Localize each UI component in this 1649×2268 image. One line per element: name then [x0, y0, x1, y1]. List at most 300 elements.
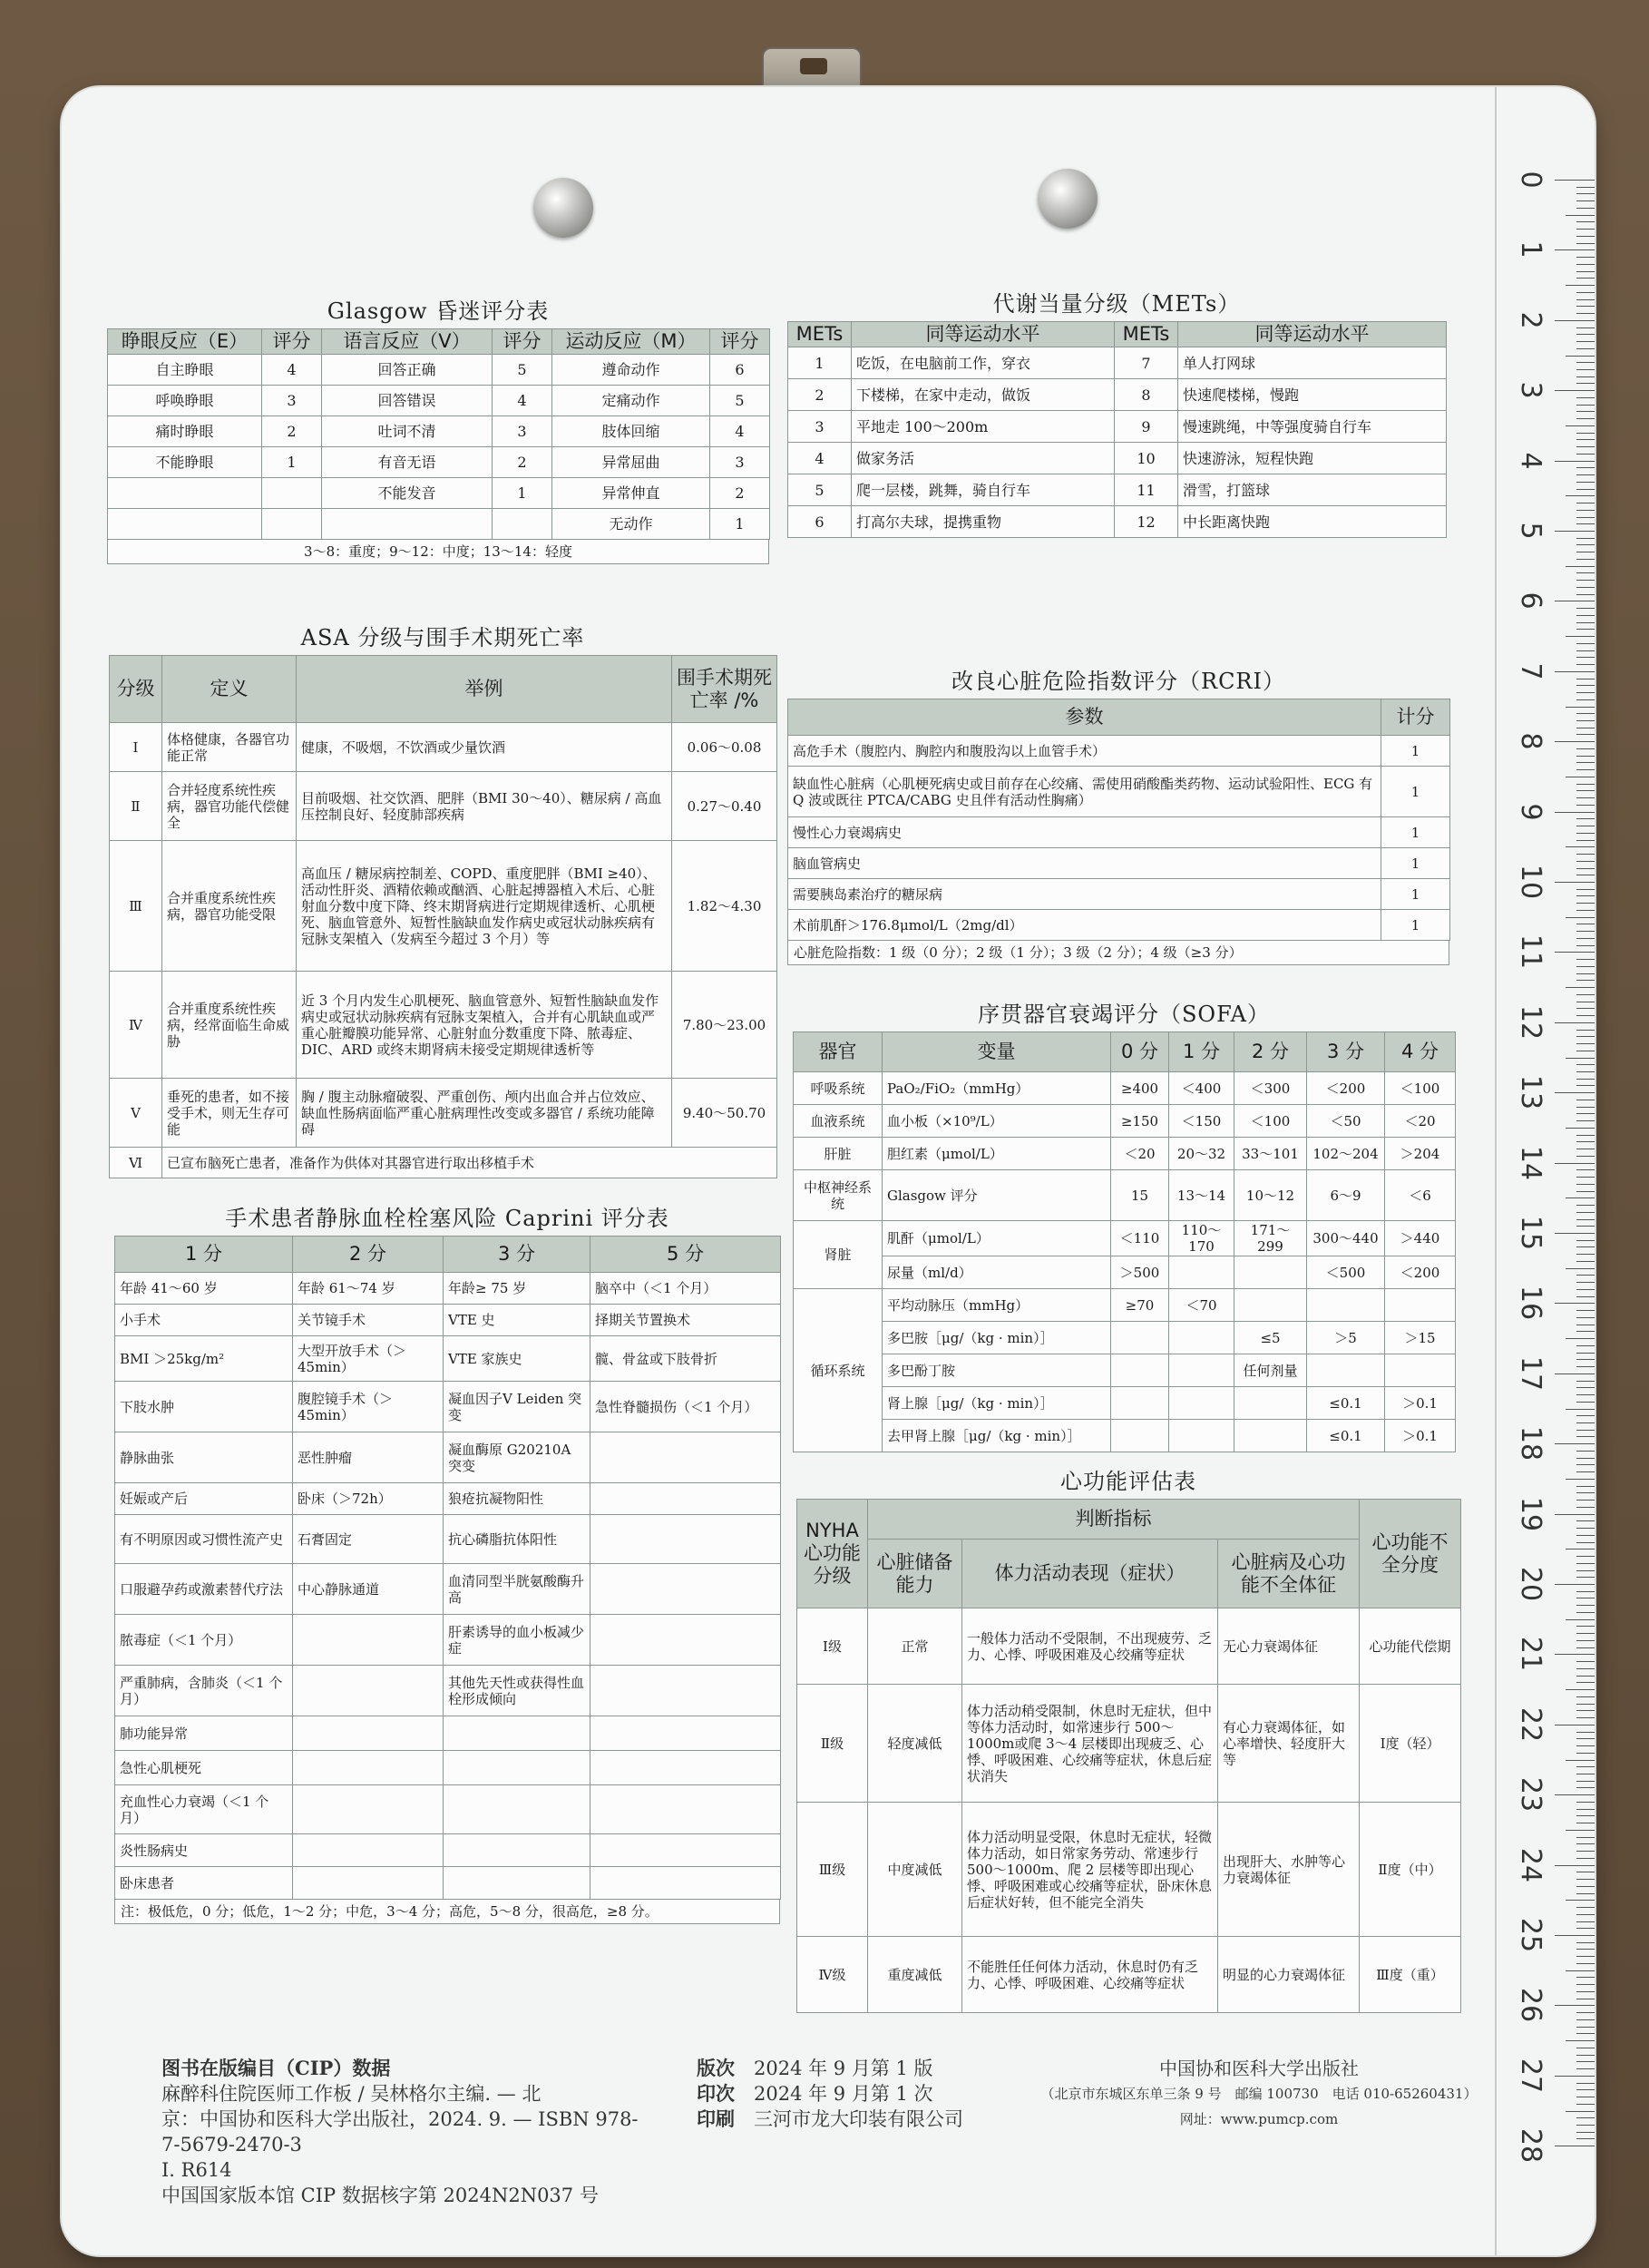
ruler-tick — [1576, 720, 1595, 721]
ruler-tick — [1555, 812, 1595, 813]
ruler-tick — [1576, 1815, 1595, 1816]
mets-activity: 打高尔夫球，提携重物 — [852, 506, 1115, 538]
ruler-tick — [1576, 1246, 1595, 1247]
ruler-tick — [1555, 1865, 1595, 1866]
cardiac-header-activity: 体力活动表现（症状） — [962, 1540, 1218, 1608]
asa-definition: 体格健康，各器官功能正常 — [162, 723, 297, 772]
ruler-tick — [1576, 1570, 1595, 1571]
ruler-tick — [1555, 882, 1595, 883]
caprini-cell — [590, 1716, 781, 1751]
caprini-cell: 石膏固定 — [293, 1515, 444, 1564]
glasgow-verbal-item: 吐词不清 — [322, 416, 493, 447]
ruler-tick — [1576, 1226, 1595, 1227]
ruler-tick — [1576, 699, 1595, 700]
mets-value: 11 — [1115, 474, 1178, 506]
glasgow-eye-score: 2 — [262, 416, 322, 447]
ruler-tick — [1576, 1661, 1595, 1662]
ruler-tick — [1576, 818, 1595, 819]
asa-definition: 合并轻度系统性疾病，器官功能代偿健全 — [162, 772, 297, 841]
ruler-tick — [1576, 229, 1595, 230]
ruler-tick — [1576, 1781, 1595, 1782]
ruler-number: 8 — [1515, 732, 1547, 750]
ruler-tick — [1576, 1640, 1595, 1641]
sofa-cell: 6～9 — [1307, 1170, 1385, 1221]
publisher-website: 网址：www.pumcp.com — [1179, 2111, 1339, 2127]
glasgow-empty-cell — [108, 478, 262, 509]
glasgow-motor-item: 定痛动作 — [552, 386, 710, 416]
ruler-tick — [1555, 1654, 1595, 1655]
sofa-cell: ＜20 — [1385, 1105, 1456, 1138]
ruler-tick — [1576, 1079, 1595, 1080]
ruler-tick — [1576, 1317, 1595, 1318]
ruler-number: 11 — [1515, 934, 1547, 970]
cardiac-table — [796, 1499, 1461, 2013]
ruler-tick — [1566, 495, 1595, 496]
sofa-cell: ＞440 — [1385, 1221, 1456, 1256]
sofa-cell: 20～32 — [1169, 1138, 1234, 1170]
ruler-number: 23 — [1515, 1777, 1547, 1813]
ruler-tick — [1576, 664, 1595, 665]
ruler-tick — [1576, 1289, 1595, 1290]
ruler-tick — [1576, 1359, 1595, 1360]
cardiac-activity: 不能胜任任何体力活动，休息时仍有乏力、心悸、呼吸困难、心绞痛等症状 — [962, 1937, 1218, 2013]
ruler-tick — [1576, 861, 1595, 862]
printer-value: 三河市龙大印装有限公司 — [754, 2108, 963, 2130]
mets-value: 5 — [788, 474, 852, 506]
ruler-tick — [1576, 2138, 1595, 2139]
ruler-tick — [1576, 1366, 1595, 1367]
caprini-cell: VTE 史 — [444, 1305, 590, 1336]
ruler-tick — [1576, 221, 1595, 222]
cardiac-reserve: 正常 — [868, 1608, 962, 1685]
ruler-tick — [1576, 769, 1595, 770]
ruler-number: 22 — [1515, 1706, 1547, 1742]
ruler-tick — [1576, 1633, 1595, 1634]
mets-value: 7 — [1115, 347, 1178, 379]
ruler-tick — [1576, 762, 1595, 763]
glasgow-header: 评分 — [262, 329, 322, 355]
ruler-tick — [1576, 1486, 1595, 1487]
asa-example: 健康，不吸烟，不饮酒或少量饮酒 — [297, 723, 672, 772]
caprini-cell — [444, 1834, 590, 1867]
sofa-cell: ≤5 — [1234, 1322, 1307, 1354]
ruler-tick — [1576, 1542, 1595, 1543]
caprini-note: 注：极低危，0 分；低危，1～2 分；中危，3～4 分；高危，5～8 分，很高危，≥8 分。 — [114, 1900, 780, 1924]
ruler-number: 21 — [1515, 1637, 1547, 1672]
mets-value: 12 — [1115, 506, 1178, 538]
sofa-cell — [1385, 1354, 1456, 1387]
ruler-tick — [1566, 1689, 1595, 1690]
glasgow-empty-cell — [262, 509, 322, 540]
caprini-cell: 炎性肠病史 — [115, 1834, 293, 1867]
ruler-number: 1 — [1515, 240, 1547, 259]
sofa-variable: 平均动脉压（mmHg） — [883, 1289, 1111, 1322]
ruler-tick — [1576, 1886, 1595, 1887]
ruler-tick — [1576, 510, 1595, 511]
mets-header: METs — [1115, 322, 1178, 347]
ruler-tick — [1576, 1843, 1595, 1844]
mets-activity: 快速爬楼梯，慢跑 — [1178, 379, 1447, 411]
asa-mortality: 9.40～50.70 — [672, 1079, 777, 1148]
ruler-tick — [1576, 1120, 1595, 1121]
asa-header: 分级 — [110, 656, 162, 723]
sofa-cell: 10～12 — [1234, 1170, 1307, 1221]
asa-mortality: 7.80～23.00 — [672, 972, 777, 1079]
ruler-tick — [1576, 643, 1595, 644]
caprini-cell: 肺功能异常 — [115, 1716, 293, 1751]
sofa-variable: 胆红素（μmol/L） — [883, 1138, 1111, 1170]
sofa-cell — [1385, 1289, 1456, 1322]
rcri-header: 计分 — [1381, 699, 1450, 736]
glasgow-eye-item: 呼唤睁眼 — [108, 386, 262, 416]
cardiac-nyha-class: Ⅳ级 — [797, 1937, 868, 2013]
ruler-tick — [1576, 1647, 1595, 1648]
ruler-tick — [1576, 980, 1595, 981]
sofa-cell: ＜300 — [1234, 1072, 1307, 1105]
sofa-cell: ＜6 — [1385, 1170, 1456, 1221]
sofa-variable: 血小板（×10⁹/L） — [883, 1105, 1111, 1138]
sofa-cell: 300～440 — [1307, 1221, 1385, 1256]
ruler-tick — [1576, 805, 1595, 806]
glasgow-header: 运动反应（M） — [552, 329, 710, 355]
ruler-tick — [1576, 784, 1595, 785]
ruler-number: 10 — [1515, 864, 1547, 900]
glasgow-eye-item: 痛时睁眼 — [108, 416, 262, 447]
rcri-parameter: 需要胰岛素治疗的糖尿病 — [788, 879, 1381, 910]
ruler-tick — [1576, 1612, 1595, 1613]
caprini-cell: 大型开放手术（＞45min） — [293, 1336, 444, 1382]
ruler-tick — [1576, 1914, 1595, 1915]
glasgow-eye-item: 自主睁眼 — [108, 355, 262, 386]
cardiac-activity: 一般体力活动不受限制，不出现疲劳、乏力、心悸、呼吸困难及心绞痛等症状 — [962, 1608, 1218, 1685]
asa-grade: Ⅲ — [110, 841, 162, 972]
ruler-tick — [1576, 1436, 1595, 1437]
cardiac-signs: 无心力衰竭体征 — [1218, 1608, 1360, 1685]
ruler-tick — [1576, 1738, 1595, 1739]
ruler-tick — [1576, 1422, 1595, 1423]
ruler-tick — [1576, 1556, 1595, 1557]
asa-example: 近 3 个月内发生心肌梗死、脑血管意外、短暂性脑缺血发作病史或冠状动脉疾病有冠脉支架植入，合并有心肌缺血或严重心脏瓣膜功能异常、心脏射血分数重度下降、脓毒症、DIC、ARD 或终末期肾病未接受定期规律透析等 — [297, 972, 672, 1079]
ruler-tick — [1555, 461, 1595, 462]
cip-line: 麻醉科住院医师工作板 / 吴林格尔主编. — 北 — [161, 2083, 542, 2105]
ruler-tick — [1576, 1030, 1595, 1031]
rcri-score: 1 — [1381, 910, 1450, 941]
edition-label: 版次 — [697, 2057, 735, 2079]
ruler-tick — [1576, 580, 1595, 581]
rcri-table — [787, 699, 1450, 941]
ruler-tick — [1576, 1085, 1595, 1086]
sofa-cell: ＜150 — [1169, 1105, 1234, 1138]
sofa-cell: 110～170 — [1169, 1221, 1234, 1256]
mets-header: 同等运动水平 — [852, 322, 1115, 347]
caprini-cell — [444, 1867, 590, 1900]
ruler-tick — [1576, 1732, 1595, 1733]
sofa-cell: ＞500 — [1111, 1256, 1169, 1289]
ruler-tick — [1576, 910, 1595, 911]
cardiac-reserve: 中度减低 — [868, 1803, 962, 1937]
ruler-tick — [1576, 622, 1595, 623]
ruler-tick — [1576, 973, 1595, 974]
sofa-header: 3 分 — [1307, 1032, 1385, 1072]
caprini-panel — [114, 1203, 780, 1924]
ruler-tick — [1576, 278, 1595, 279]
sofa-cell: ＜100 — [1234, 1105, 1307, 1138]
ruler-tick — [1576, 1387, 1595, 1388]
ruler-number: 20 — [1515, 1566, 1547, 1602]
sofa-variable: PaO₂/FiO₂（mmHg） — [883, 1072, 1111, 1105]
ruler-tick — [1576, 748, 1595, 749]
caprini-cell: 年龄≥ 75 岁 — [444, 1273, 590, 1305]
ruler-tick — [1566, 707, 1595, 708]
sofa-variable: 多巴胺［μg/（kg · min）］ — [883, 1322, 1111, 1354]
caprini-cell: 口服避孕药或激素替代疗法 — [115, 1564, 293, 1615]
ruler-tick — [1576, 208, 1595, 209]
ruler-tick — [1566, 1268, 1595, 1269]
ruler-tick — [1576, 1430, 1595, 1431]
ruler-tick — [1576, 1471, 1595, 1472]
caprini-cell — [293, 1666, 444, 1716]
cardiac-grade: Ⅱ度（中） — [1360, 1803, 1461, 1937]
printer-label: 印刷 — [697, 2107, 735, 2130]
glasgow-title: Glasgow 昏迷评分表 — [327, 298, 550, 324]
rcri-title: 改良心脏危险指数评分（RCRI） — [951, 669, 1285, 694]
mets-value: 10 — [1115, 443, 1178, 474]
ruler-tick — [1576, 1219, 1595, 1220]
sofa-cell: ≥150 — [1111, 1105, 1169, 1138]
sofa-variable: 肾上腺［μg/（kg · min）］ — [883, 1387, 1111, 1420]
ruler-tick — [1576, 362, 1595, 363]
ruler-tick — [1576, 1500, 1595, 1501]
ruler-number: 19 — [1515, 1496, 1547, 1531]
ruler-tick — [1576, 1802, 1595, 1803]
cardiac-activity: 体力活动稍受限制，休息时无症状，但中等体力活动时，如常速步行 500～1000m或爬 3～4 层楼即出现疲乏、心悸、呼吸困难、心绞痛等症状，休息后症状消失 — [962, 1685, 1218, 1803]
ruler-tick — [1576, 1205, 1595, 1206]
asa-panel — [109, 622, 776, 1178]
sofa-cell — [1111, 1322, 1169, 1354]
ruler-tick — [1576, 1345, 1595, 1346]
ruler-tick — [1576, 2019, 1595, 2020]
ruler-number: 28 — [1515, 2128, 1547, 2164]
caprini-cell: 凝血酶原 G20210A 突变 — [444, 1432, 590, 1483]
cardiac-signs: 有心力衰竭体征，如心率增快、轻度肝大等 — [1218, 1685, 1360, 1803]
sofa-cell: ＞0.1 — [1385, 1420, 1456, 1452]
ruler-tick — [1576, 1458, 1595, 1459]
ruler-tick — [1576, 692, 1595, 693]
ruler-tick — [1576, 544, 1595, 545]
caprini-cell: 充血性心力衰竭（＜1 个月） — [115, 1785, 293, 1834]
ruler-tick — [1576, 1753, 1595, 1754]
asa-grade: Ⅳ — [110, 972, 162, 1079]
sofa-cell — [1111, 1354, 1169, 1387]
ruler-tick — [1576, 1766, 1595, 1767]
ruler-tick — [1576, 1605, 1595, 1606]
ruler-tick — [1576, 1809, 1595, 1810]
asa-definition: 合并重度系统性疾病，器官功能受限 — [162, 841, 297, 972]
sofa-cell: ＞0.1 — [1385, 1387, 1456, 1420]
ruler-tick — [1576, 903, 1595, 904]
ruler-tick — [1576, 1296, 1595, 1297]
caprini-cell: 严重肺病，含肺炎（＜1 个月） — [115, 1666, 293, 1716]
ruler-tick — [1566, 1830, 1595, 1831]
ruler-number: 27 — [1515, 2058, 1547, 2093]
caprini-cell: 下肢水肿 — [115, 1382, 293, 1432]
mets-value: 6 — [788, 506, 852, 538]
cardiac-header-group: 判断指标 — [868, 1500, 1360, 1540]
glasgow-header: 睁眼反应（E） — [108, 329, 262, 355]
ruler-tick — [1576, 1591, 1595, 1592]
publisher-address: （北京市东城区东单三条 9 号 邮编 100730 电话 010-65260431） — [1040, 2086, 1478, 2102]
ruler-tick — [1576, 895, 1595, 896]
ruler-tick — [1576, 454, 1595, 455]
ruler-number: 16 — [1515, 1286, 1547, 1321]
glasgow-motor-score: 6 — [710, 355, 770, 386]
ruler-number: 13 — [1515, 1075, 1547, 1110]
caprini-cell — [293, 1834, 444, 1867]
ruler-tick — [1576, 1135, 1595, 1136]
ruler-tick — [1555, 952, 1595, 953]
glasgow-eye-score: 3 — [262, 386, 322, 416]
sofa-header: 4 分 — [1385, 1032, 1456, 1072]
ruler-tick — [1576, 1704, 1595, 1705]
ruler-tick — [1555, 741, 1595, 742]
cardiac-signs: 出现肝大、水肿等心力衰竭体征 — [1218, 1803, 1360, 1937]
ruler-tick — [1576, 1353, 1595, 1354]
ruler-tick — [1576, 313, 1595, 314]
cardiac-reserve: 轻度减低 — [868, 1685, 962, 1803]
caprini-cell: 急性脊髓损伤（＜1 个月） — [590, 1382, 781, 1432]
caprini-header: 2 分 — [293, 1237, 444, 1273]
ruler-tick — [1576, 1169, 1595, 1170]
sofa-cell — [1307, 1289, 1385, 1322]
ruler-tick — [1555, 249, 1595, 250]
ruler-tick — [1566, 566, 1595, 567]
ruler-tick — [1576, 1893, 1595, 1894]
ruler-tick — [1576, 306, 1595, 307]
rivet-right — [1038, 169, 1098, 229]
ruler-tick — [1576, 1036, 1595, 1037]
caprini-cell: 中心静脉通道 — [293, 1564, 444, 1615]
glasgow-motor-score: 1 — [710, 509, 770, 540]
ruler-tick — [1566, 425, 1595, 426]
cip-title: 图书在版编目（CIP）数据 — [161, 2057, 391, 2079]
glasgow-verbal-item: 不能发音 — [322, 478, 493, 509]
caprini-cell: 择期关节置换术 — [590, 1305, 781, 1336]
sofa-cell: ＜70 — [1169, 1289, 1234, 1322]
rcri-parameter: 慢性心力衰竭病史 — [788, 817, 1381, 848]
ruler-tick — [1566, 285, 1595, 286]
mets-activity: 下楼梯，在家中走动，做饭 — [852, 379, 1115, 411]
glasgow-verbal-score: 2 — [493, 447, 552, 478]
ruler-tick — [1576, 1275, 1595, 1276]
sofa-cell: 33～101 — [1234, 1138, 1307, 1170]
caprini-cell — [590, 1432, 781, 1483]
mets-value: 2 — [788, 379, 852, 411]
ruler-tick — [1566, 1479, 1595, 1480]
ruler-tick — [1576, 1676, 1595, 1677]
ruler-tick — [1576, 833, 1595, 834]
ruler-tick — [1576, 1668, 1595, 1669]
ruler-tick — [1566, 1900, 1595, 1901]
ruler-tick — [1576, 341, 1595, 342]
ruler-number: 12 — [1515, 1004, 1547, 1040]
caprini-cell: 静脉曲张 — [115, 1432, 293, 1483]
publisher-name: 中国协和医科大学出版社 — [1159, 2058, 1359, 2079]
ruler-tick — [1576, 193, 1595, 194]
sofa-cell: 任何剂量 — [1234, 1354, 1307, 1387]
ruler-tick — [1576, 2033, 1595, 2034]
sofa-cell: ＜110 — [1111, 1221, 1169, 1256]
ruler-tick — [1576, 615, 1595, 616]
ruler-tick — [1576, 1177, 1595, 1178]
caprini-cell: 脑卒中（＜1 个月） — [590, 1273, 781, 1305]
glasgow-empty-cell — [108, 509, 262, 540]
ruler-number: 3 — [1515, 381, 1547, 399]
ruler-number: 4 — [1515, 452, 1547, 470]
caprini-cell — [293, 1615, 444, 1666]
asa-example: 高血压 / 糖尿病控制差、COPD、重度肥胖（BMI ≥40）、活动性肝炎、酒精依赖或酗酒、心脏起搏器植入术后、心脏射血分数中度下降、终末期肾病进行定期规律透析、心肌梗死、脑血管意外、短暂性脑缺血发作病史或冠状动脉疾病有冠脉支架植入（发病至今超过 3 个月）等 — [297, 841, 672, 972]
sofa-cell: ＜50 — [1307, 1105, 1385, 1138]
ruler-tick — [1576, 1682, 1595, 1683]
ruler-tick — [1576, 1015, 1595, 1016]
glasgow-empty-cell — [322, 509, 493, 540]
mets-activity: 吃饭，在电脑前工作，穿衣 — [852, 347, 1115, 379]
ruler-tick — [1576, 1942, 1595, 1943]
ruler-tick — [1576, 264, 1595, 265]
sofa-table — [793, 1031, 1456, 1452]
glasgow-empty-cell — [493, 509, 552, 540]
rcri-parameter: 缺血性心脏病（心肌梗死病史或目前存在心绞痛、需使用硝酸酯类药物、运动试验阳性、ECG 有 Q 波或既往 PTCA/CABG 史且伴有活动性胸痛） — [788, 767, 1381, 817]
ruler-tick — [1576, 1043, 1595, 1044]
ruler-tick — [1576, 2117, 1595, 2118]
glasgow-verbal-item: 回答正确 — [322, 355, 493, 386]
sofa-cell — [1169, 1387, 1234, 1420]
caprini-cell — [590, 1483, 781, 1515]
rcri-parameter: 术前肌酐＞176.8μmol/L（2mg/dl） — [788, 910, 1381, 941]
caprini-header: 5 分 — [590, 1237, 781, 1273]
asa-mortality: 1.82～4.30 — [672, 841, 777, 972]
caprini-cell: 卧床患者 — [115, 1867, 293, 1900]
glasgow-verbal-item: 回答错误 — [322, 386, 493, 416]
ruler-tick — [1576, 713, 1595, 714]
caprini-cell: 狼疮抗凝物阳性 — [444, 1483, 590, 1515]
ruler-number: 26 — [1515, 1988, 1547, 2023]
ruler-tick — [1555, 1303, 1595, 1304]
glasgow-header: 评分 — [710, 329, 770, 355]
caprini-cell: 肝素诱导的血小板减少症 — [444, 1615, 590, 1666]
cardiac-panel — [796, 1466, 1460, 2013]
edition-block — [697, 2056, 1023, 2132]
caprini-header: 1 分 — [115, 1237, 293, 1273]
caprini-cell — [293, 1751, 444, 1785]
caprini-cell: 髋、骨盆或下肢骨折 — [590, 1336, 781, 1382]
sofa-organ: 肾脏 — [794, 1221, 883, 1289]
ruler-tick — [1576, 854, 1595, 855]
rivet-left — [533, 178, 593, 238]
ruler-tick — [1576, 1507, 1595, 1508]
mets-activity: 快速游泳，短程快跑 — [1178, 443, 1447, 474]
glasgow-motor-item: 异常伸直 — [552, 478, 710, 509]
caprini-cell — [444, 1785, 590, 1834]
ruler-number: 2 — [1515, 311, 1547, 329]
caprini-cell: 血清同型半胱氨酸酶升高 — [444, 1564, 590, 1615]
caprini-cell — [590, 1785, 781, 1834]
print-value: 2024 年 9 月第 1 次 — [754, 2083, 933, 2105]
rcri-score: 1 — [1381, 767, 1450, 817]
ruler-tick — [1576, 1184, 1595, 1185]
ruler-tick — [1566, 1058, 1595, 1059]
ruler-tick — [1576, 889, 1595, 890]
rcri-score: 1 — [1381, 736, 1450, 767]
